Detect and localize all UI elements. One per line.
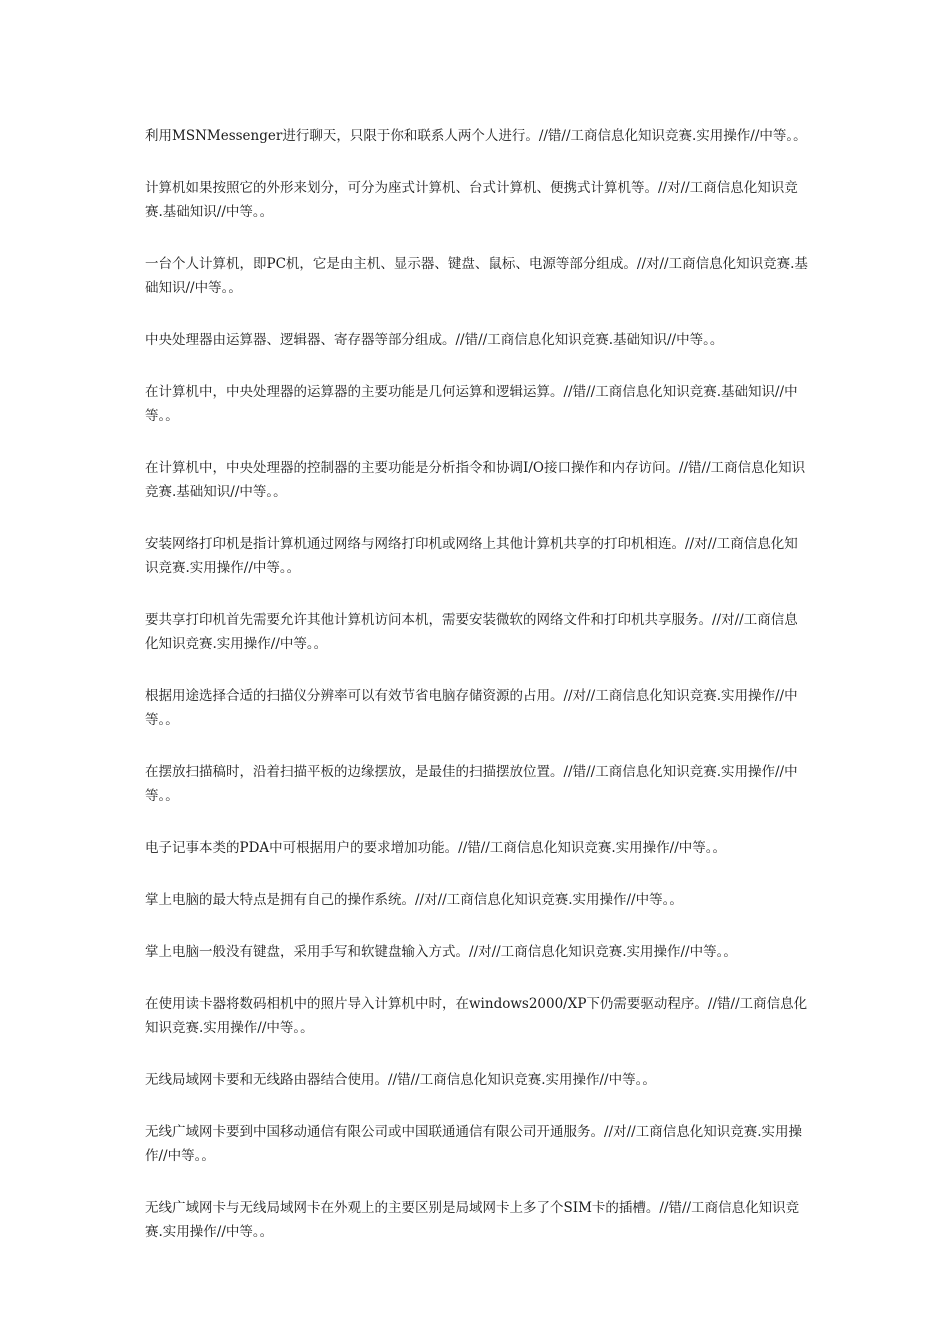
- question-paragraph: 无线广域网卡与无线局域网卡在外观上的主要区别是局域网卡上多了个SIM卡的插槽。//错//工商信息化知识竞赛.实用操作//中等。。: [145, 1200, 800, 1240]
- question-paragraph: 在使用读卡器将数码相机中的照片导入计算机中时，在windows2000/XP下仍需要驱动程序。//错//工商信息化知识竞赛.实用操作//中等。。: [145, 996, 808, 1036]
- document-body: [145, 124, 810, 1272]
- question-paragraph: 安装网络打印机是指计算机通过网络与网络打印机或网络上其他计算机共享的打印机相连。//对//工商信息化知识竞赛.实用操作//中等。。: [145, 536, 798, 576]
- question-paragraph: 中央处理器由运算器、逻辑器、寄存器等部分组成。//错//工商信息化知识竞赛.基础知识//中等。。: [145, 332, 724, 348]
- question-paragraph: 在计算机中，中央处理器的运算器的主要功能是几何运算和逻辑运算。//错//工商信息化知识竞赛.基础知识//中等。。: [145, 384, 798, 424]
- question-paragraph: 根据用途选择合适的扫描仪分辨率可以有效节省电脑存储资源的占用。//对//工商信息化知识竞赛.实用操作//中等。。: [145, 688, 798, 728]
- question-paragraph: 掌上电脑一般没有键盘，采用手写和软键盘输入方式。//对//工商信息化知识竞赛.实用操作//中等。。: [145, 944, 737, 960]
- question-paragraph: 在摆放扫描稿时，沿着扫描平板的边缘摆放，是最佳的扫描摆放位置。//错//工商信息化知识竞赛.实用操作//中等。。: [145, 764, 798, 804]
- question-paragraph: 一台个人计算机，即PC机，它是由主机、显示器、键盘、鼠标、电源等部分组成。//对//工商信息化知识竞赛.基础知识//中等。。: [145, 256, 808, 296]
- question-paragraph: 电子记事本类的PDA中可根据用户的要求增加功能。//错//工商信息化知识竞赛.实用操作//中等。。: [145, 840, 726, 856]
- question-paragraph: 计算机如果按照它的外形来划分，可分为座式计算机、台式计算机、便携式计算机等。//对//工商信息化知识竞赛.基础知识//中等。。: [145, 180, 798, 220]
- question-paragraph: 无线局域网卡要和无线路由器结合使用。//错//工商信息化知识竞赛.实用操作//中等。。: [145, 1072, 656, 1088]
- question-paragraph: 无线广域网卡要到中国移动通信有限公司或中国联通通信有限公司开通服务。//对//工商信息化知识竞赛.实用操作//中等。。: [145, 1124, 802, 1164]
- question-paragraph: 利用MSNMessenger进行聊天，只限于你和联系人两个人进行。//错//工商信息化知识竞赛.实用操作//中等。。: [145, 128, 807, 144]
- question-paragraph: 要共享打印机首先需要允许其他计算机访问本机，需要安装微软的网络文件和打印机共享服务。//对//工商信息化知识竞赛.实用操作//中等。。: [145, 612, 798, 652]
- question-paragraph: 掌上电脑的最大特点是拥有自己的操作系统。//对//工商信息化知识竞赛.实用操作//中等。。: [145, 892, 683, 908]
- question-paragraph: 在计算机中，中央处理器的控制器的主要功能是分析指令和协调I/O接口操作和内存访问。//错//工商信息化知识竞赛.基础知识//中等。。: [145, 460, 806, 500]
